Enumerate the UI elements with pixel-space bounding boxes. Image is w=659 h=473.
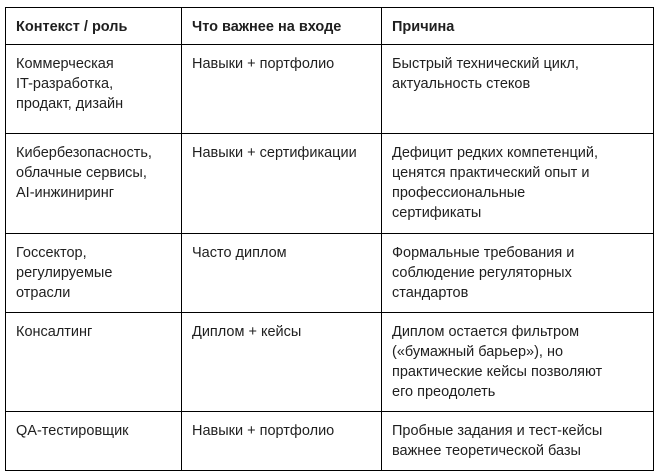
cell-requirement: Диплом + кейсы [182, 313, 382, 412]
cell-reason: Пробные задания и тест-кейсы важнее теоретической базы [382, 412, 654, 471]
cell-context: Коммерческая IT-разработка, продакт, дизайн [6, 45, 182, 134]
cell-context: QA-тестировщик [6, 412, 182, 471]
table-row [6, 412, 654, 471]
cell-requirement: Навыки + портфолио [182, 412, 382, 471]
table-row [6, 234, 654, 313]
table-row [6, 313, 654, 412]
header-reason: Причина [382, 8, 654, 45]
header-row [6, 8, 654, 45]
cell-context: Консалтинг [6, 313, 182, 412]
table-row [6, 134, 654, 234]
cell-context: Госсектор, регулируемые отрасли [6, 234, 182, 313]
header-requirement: Что важнее на входе [182, 8, 382, 45]
cell-reason: Диплом остается фильтром («бумажный барьер»), но практические кейсы позволяют его преодолеть [382, 313, 654, 412]
cell-reason: Быстрый технический цикл, актуальность стеков [382, 45, 654, 134]
cell-reason: Формальные требования и соблюдение регуляторных стандартов [382, 234, 654, 313]
header-context: Контекст / роль [6, 8, 182, 45]
cell-requirement: Навыки + портфолио [182, 45, 382, 134]
cell-requirement: Навыки + сертификации [182, 134, 382, 234]
comparison-table [5, 7, 654, 471]
cell-requirement: Часто диплом [182, 234, 382, 313]
cell-reason: Дефицит редких компетенций, ценятся практический опыт и профессиональные сертификаты [382, 134, 654, 234]
table-row [6, 45, 654, 134]
cell-context: Кибербезопасность, облачные сервисы, AI-инжиниринг [6, 134, 182, 234]
